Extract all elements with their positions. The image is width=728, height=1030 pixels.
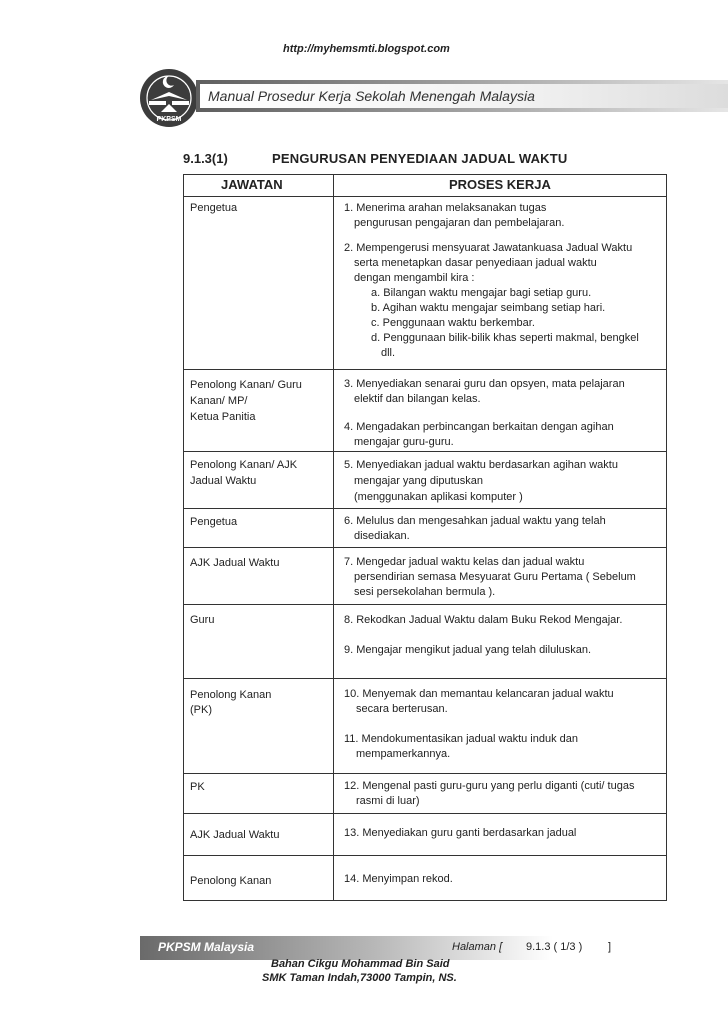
process-item-14: 14. Menyimpan rekod. [344,873,453,885]
jawatan-cell: AJK Jadual Waktu [190,829,280,841]
jawatan-cell: Penolong Kanan/ AJK Jadual Waktu [190,459,298,487]
jawatan-cell: Guru [190,614,215,626]
section-number: 9.1.3(1) [183,151,228,166]
row-divider [184,547,666,548]
process-item-10: 10. Menyemak dan memantau kelancaran jadual waktu secara berterusan. [344,688,614,715]
row-divider [184,773,666,774]
column-divider [333,175,334,900]
footer-org: PKPSM Malaysia [158,940,255,954]
process-item-7: 7. Mengedar jadual waktu kelas dan jadual waktu persendirian semasa Mesyuarat Guru Pertama ( Sebelum sesi persekolahan bermula ). [344,556,636,598]
header-jawatan: JAWATAN [221,177,283,192]
process-item-5: 5. Menyediakan jadual waktu berdasarkan agihan waktu mengajar yang diputuskan (menggunakan aplikasi komputer ) [344,459,618,503]
footer-close-bracket: ] [608,941,612,953]
source-url: http://myhemsmti.blogspot.com [283,43,450,55]
jawatan-cell: PK [190,781,205,793]
jawatan-cell: Penolong Kanan/ Guru Kanan/ MP/ Ketua Panitia [190,379,302,423]
process-item-1: 1. Menerima arahan melaksanakan tugas pengurusan pengajaran dan pembelajaran. [344,202,565,229]
process-item-13: 13. Menyediakan guru ganti berdasarkan jadual [344,827,577,839]
pkpsm-logo-icon [139,68,199,128]
svg-text:PKPSM: PKPSM [156,116,182,123]
credit-author: Bahan Cikgu Mohammad Bin Said [271,958,450,970]
row-divider [184,508,666,509]
row-divider [184,604,666,605]
section-title: PENGURUSAN PENYEDIAAN JADUAL WAKTU [272,151,568,166]
credit-school: SMK Taman Indah,73000 Tampin, NS. [262,972,457,984]
header-proses-kerja: PROSES KERJA [449,177,551,192]
process-item-9: 9. Mengajar mengikut jadual yang telah diluluskan. [344,644,592,656]
row-divider [184,855,666,856]
row-divider [184,196,666,197]
row-divider [184,678,666,679]
footer-halaman-label: Halaman [ [452,941,503,953]
row-divider [184,369,666,370]
procedure-table [183,174,667,901]
row-divider [184,451,666,452]
process-item-12: 12. Mengenal pasti guru-guru yang perlu diganti (cuti/ tugas rasmi di luar) [344,780,635,807]
process-item-3: 3. Menyediakan senarai guru dan opsyen, mata pelajaran elektif dan bilangan kelas. [344,378,625,405]
process-item-8: 8. Rekodkan Jadual Waktu dalam Buku Rekod Mengajar. [344,614,623,626]
jawatan-cell: Pengetua [190,516,238,528]
row-divider [184,813,666,814]
jawatan-cell: Penolong Kanan (PK) [190,689,272,716]
process-item-11: 11. Mendokumentasikan jadual waktu induk dan mempamerkannya. [344,733,579,760]
process-item-2: 2. Mempengerusi mensyuarat Jawatankuasa Jadual Waktu serta menetapkan dasar penyediaan jadual waktu dengan mengambil kira : a. Bilangan waktu mengajar bagi setiap guru. b. Agihan waktu mengajar seimbang setiap hari. c. Penggunaan waktu berkembar. d. Penggunaan bilik-bilik khas seperti makmal, bengkel dll. [344,242,639,359]
jawatan-cell: Penolong Kanan [190,875,272,887]
manual-title: Manual Prosedur Kerja Sekolah Menengah Malaysia [208,88,535,104]
footer-page-ref: 9.1.3 ( 1/3 ) [526,941,583,953]
jawatan-cell: Pengetua [190,202,238,214]
jawatan-cell: AJK Jadual Waktu [190,557,280,569]
process-item-4: 4. Mengadakan perbincangan berkaitan dengan agihan mengajar guru-guru. [344,421,614,448]
process-item-6: 6. Melulus dan mengesahkan jadual waktu yang telah disediakan. [344,515,606,542]
